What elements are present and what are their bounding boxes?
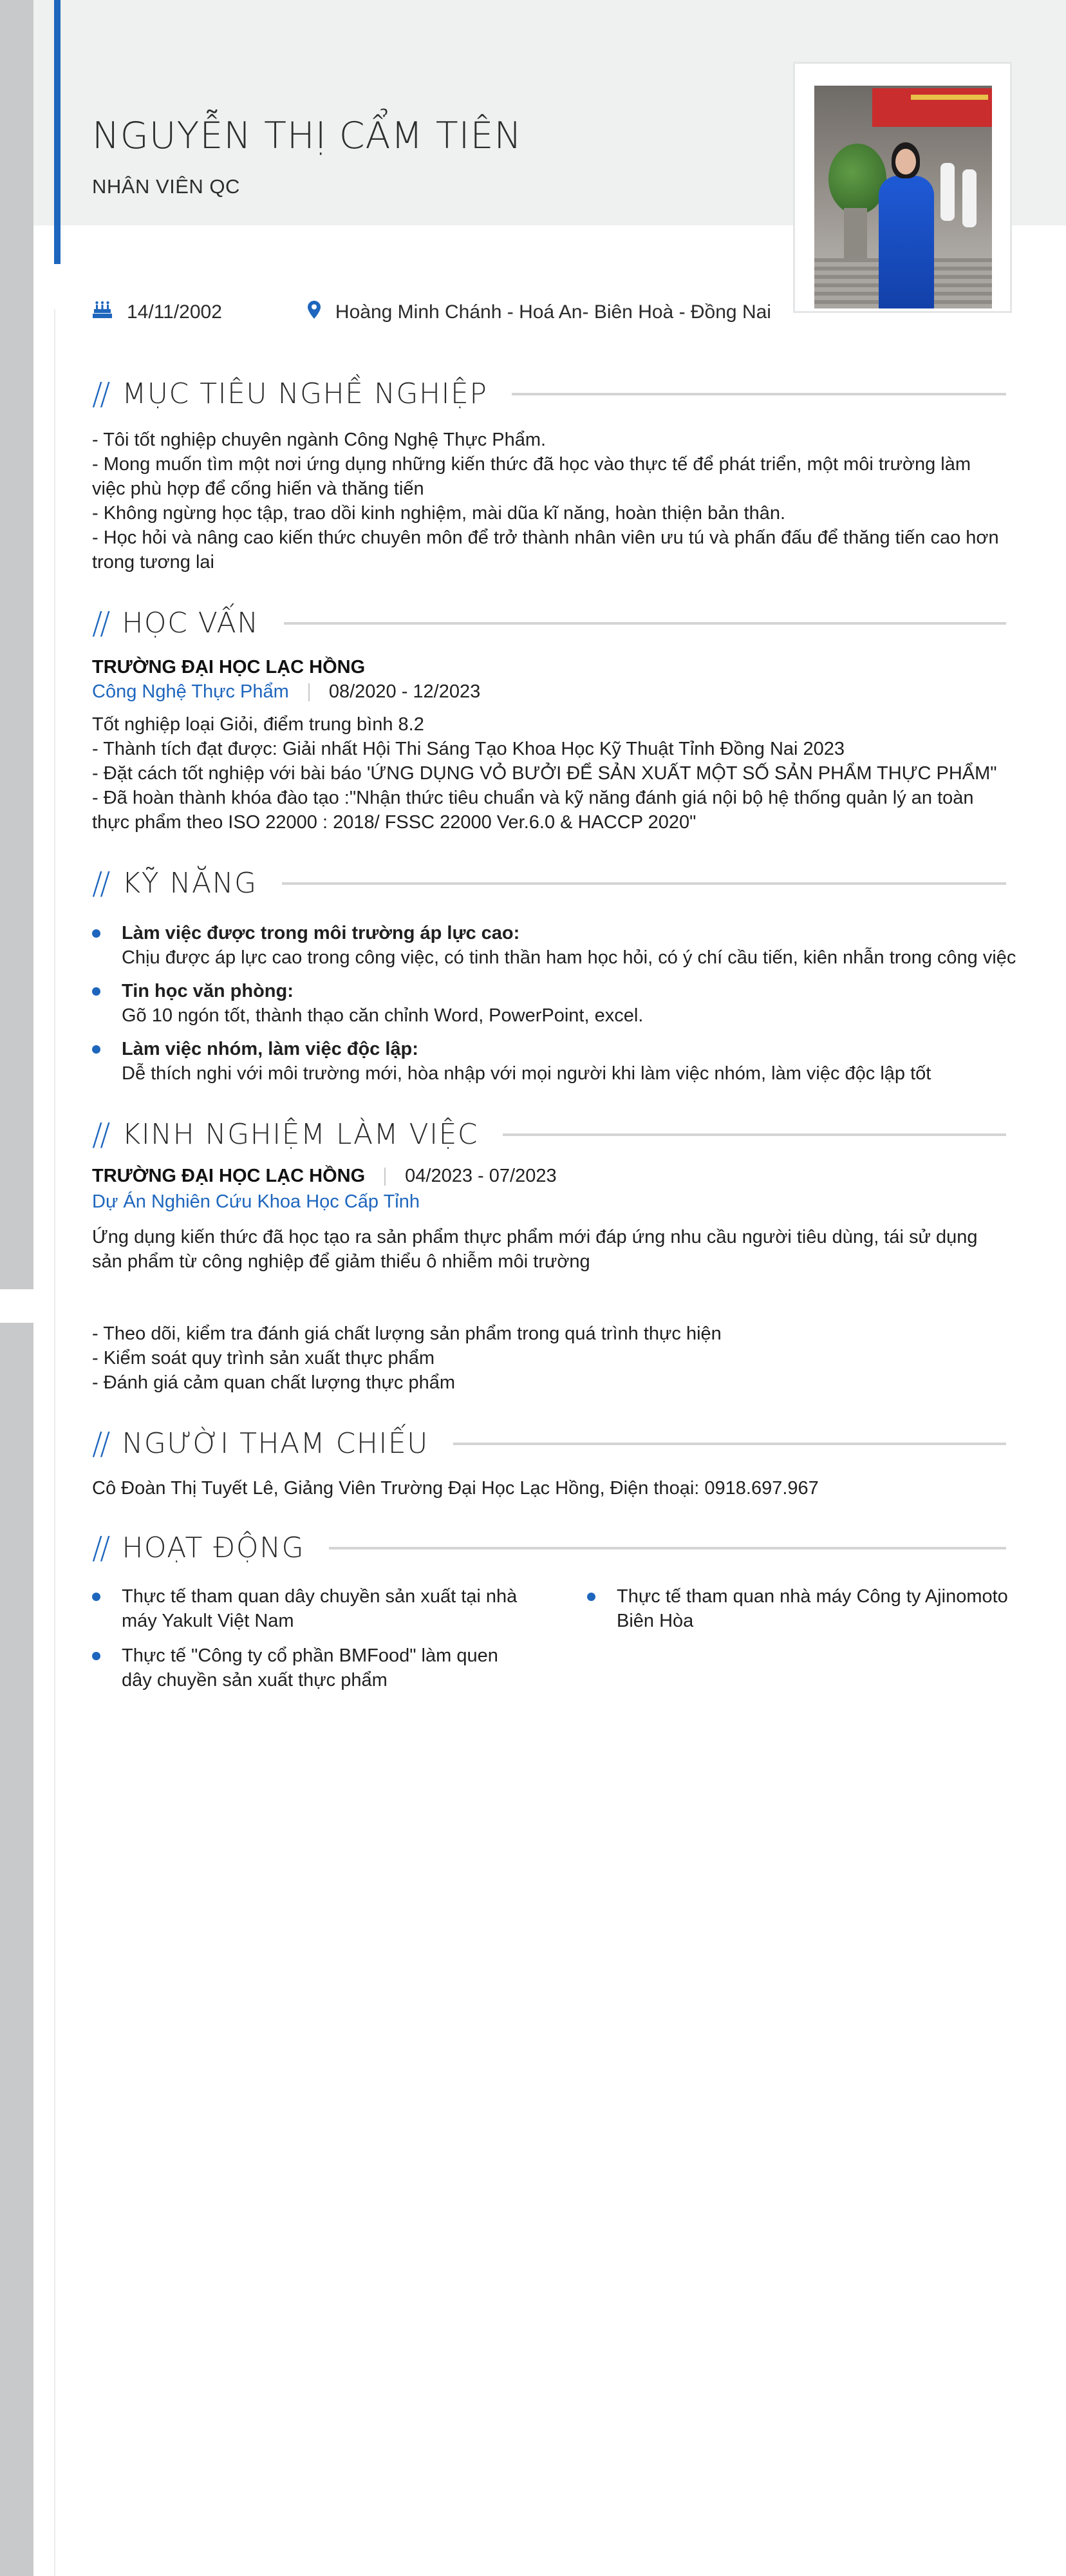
skill-desc: Chịu được áp lực cao trong công việc, có tinh thần ham học hỏi, có ý chí cầu tiến, kiên nhẫn trong công việc [122, 947, 1016, 968]
objective-line: - Học hỏi và nâng cao kiến thức chuyên môn để trở thành nhân viên ưu tú và phấn đấu để thăng tiến cao hơn trong tương lai [92, 527, 999, 573]
education-body [92, 712, 1006, 835]
experience-task: - Theo dõi, kiểm tra đánh giá chất lượng sản phẩm trong quá trình thực hiện [92, 1323, 722, 1344]
experience-task: - Đánh giá cảm quan chất lượng thực phẩm [92, 1372, 456, 1393]
objective-line: - Không ngừng học tập, trao dồi kinh nghiệm, mài dũa kĩ năng, hoàn thiện bản thân. [92, 503, 786, 524]
bullet-dot-icon [92, 1045, 100, 1054]
vertical-guide-line [54, 309, 55, 2576]
experience-description: Ứng dụng kiến thức đã học tạo ra sản phẩm thực phẩm mới đáp ứng nhu cầu người tiêu dùng, tái sử dụng sản phẩm từ công nghiệp để giảm thiểu ô nhiễm môi trường [92, 1227, 978, 1272]
bullet-dot-icon [92, 987, 100, 996]
experience-period: 04/2023 - 07/2023 [405, 1166, 557, 1186]
slash-decoration: // [92, 605, 108, 641]
skill-item [92, 1037, 1019, 1086]
references-heading: // NGƯỜI THAM CHIẾU [92, 1428, 1006, 1459]
heading-rule [512, 393, 1006, 395]
bullet-dot-icon [92, 1652, 100, 1660]
experience-heading: // KINH NGHIỆM LÀM VIỆC [92, 1119, 1006, 1150]
left-side-band [0, 0, 33, 1289]
activities-col-left [92, 1584, 530, 1701]
job-title: NHÂN VIÊN QC [92, 175, 240, 198]
divider [308, 683, 310, 701]
experience-tasks [92, 1321, 1006, 1395]
heading-rule [453, 1443, 1006, 1445]
profile-photo [814, 86, 992, 308]
address-item [307, 300, 771, 325]
skill-item [92, 979, 1019, 1028]
activity-item: Thực tế tham quan nhà máy Công ty Ajinomoto Biên Hòa [587, 1584, 1012, 1633]
activities-col-right [587, 1584, 1012, 1642]
map-marker-icon [307, 300, 321, 325]
activity-item: Thực tế "Công ty cổ phần BMFood" làm quen dây chuyền sản xuất thực phẩm [92, 1643, 530, 1692]
education-line: - Đã hoàn thành khóa đào tạo :"Nhận thức tiêu chuẩn và kỹ năng đánh giá nội bộ hệ thống quản lý an toàn thực phẩm theo ISO 22000 : 2018/ FSSC 22000 Ver.6.0 & HACCP 2020" [92, 788, 974, 833]
birthdate-item [92, 301, 222, 324]
bullet-dot-icon [92, 1593, 100, 1601]
skill-desc: Dễ thích nghi với môi trường mới, hòa nhập với mọi người khi làm việc nhóm, làm việc độc lập tốt [122, 1063, 931, 1084]
slash-decoration: // [92, 1117, 108, 1153]
skill-desc: Gõ 10 ngón tốt, thành thạo căn chỉnh Word, PowerPoint, excel. [122, 1005, 644, 1026]
experience-project: Dự Án Nghiên Cứu Khoa Học Cấp Tỉnh [92, 1191, 420, 1212]
skills-heading: // KỸ NĂNG [92, 868, 1006, 899]
experience-org: TRƯỜNG ĐẠI HỌC LẠC HỒNG [92, 1166, 366, 1186]
education-line: - Thành tích đạt được: Giải nhất Hội Thi Sáng Tạo Khoa Học Kỹ Thuật Tỉnh Đồng Nai 2023 [92, 739, 845, 759]
slash-decoration: // [92, 866, 108, 902]
left-side-band-lower [0, 1323, 33, 2576]
birthdate-text: 14/11/2002 [127, 301, 222, 323]
profile-photo-frame [793, 62, 1012, 313]
address-text: Hoàng Minh Chánh - Hoá An- Biên Hoà - Đồng Nai [335, 301, 771, 323]
education-period: 08/2020 - 12/2023 [328, 681, 481, 702]
education-major: Công Nghệ Thực Phẩm [92, 681, 289, 702]
objective-line: - Mong muốn tìm một nơi ứng dụng những kiến thức đã học vào thực tế để phát triển, một môi trường làm việc phù hợp để cống hiến và thăng tiến [92, 454, 971, 499]
bullet-dot-icon [92, 929, 100, 938]
education-heading: // HỌC VẤN [92, 608, 1006, 639]
accent-bar [54, 0, 61, 264]
heading-rule [329, 1547, 1006, 1549]
skill-title: Làm việc được trong môi trường áp lực cao: [122, 923, 520, 943]
objective-heading: // MỤC TIÊU NGHỀ NGHIỆP [92, 379, 1006, 410]
heading-rule [503, 1133, 1006, 1136]
birthday-cake-icon [92, 301, 113, 324]
education-line: Tốt nghiệp loại Giỏi, điểm trung bình 8.2 [92, 714, 424, 735]
experience-task: - Kiểm soát quy trình sản xuất thực phẩm [92, 1348, 435, 1368]
slash-decoration: // [92, 376, 108, 412]
slash-decoration: // [92, 1426, 108, 1462]
reference-contact: Cô Đoàn Thị Tuyết Lê, Giảng Viên Trường Đại Học Lạc Hồng, Điện thoại: 0918.697.967 [92, 1478, 819, 1499]
experience-meta [92, 1166, 557, 1187]
activities-heading: // HOẠT ĐỘNG [92, 1533, 1006, 1564]
education-meta [92, 681, 480, 703]
heading-rule [284, 622, 1006, 625]
skill-item [92, 921, 1019, 970]
objective-line: - Tôi tốt nghiệp chuyên ngành Công Nghệ Thực Phẩm. [92, 430, 547, 450]
heading-rule [282, 882, 1006, 885]
objective-body [92, 428, 1006, 574]
candidate-name: NGUYỄN THỊ CẨM TIÊN [92, 115, 523, 157]
skill-title: Làm việc nhóm, làm việc độc lập: [122, 1039, 418, 1059]
contact-info-row [92, 300, 771, 325]
skills-list [92, 921, 1019, 1095]
divider [384, 1168, 386, 1186]
slash-decoration: // [92, 1530, 108, 1566]
skill-title: Tin học văn phòng: [122, 981, 294, 1001]
education-school: TRƯỜNG ĐẠI HỌC LẠC HỒNG [92, 657, 366, 677]
education-line: - Đặt cách tốt nghiệp với bài báo 'ỨNG DỤNG VỎ BƯỞI ĐỂ SẢN XUẤT MỘT SỐ SẢN PHẨM THỰC PHẨM" [92, 763, 997, 784]
bullet-dot-icon [587, 1593, 595, 1601]
activity-item: Thực tế tham quan dây chuyền sản xuất tại nhà máy Yakult Việt Nam [92, 1584, 530, 1633]
